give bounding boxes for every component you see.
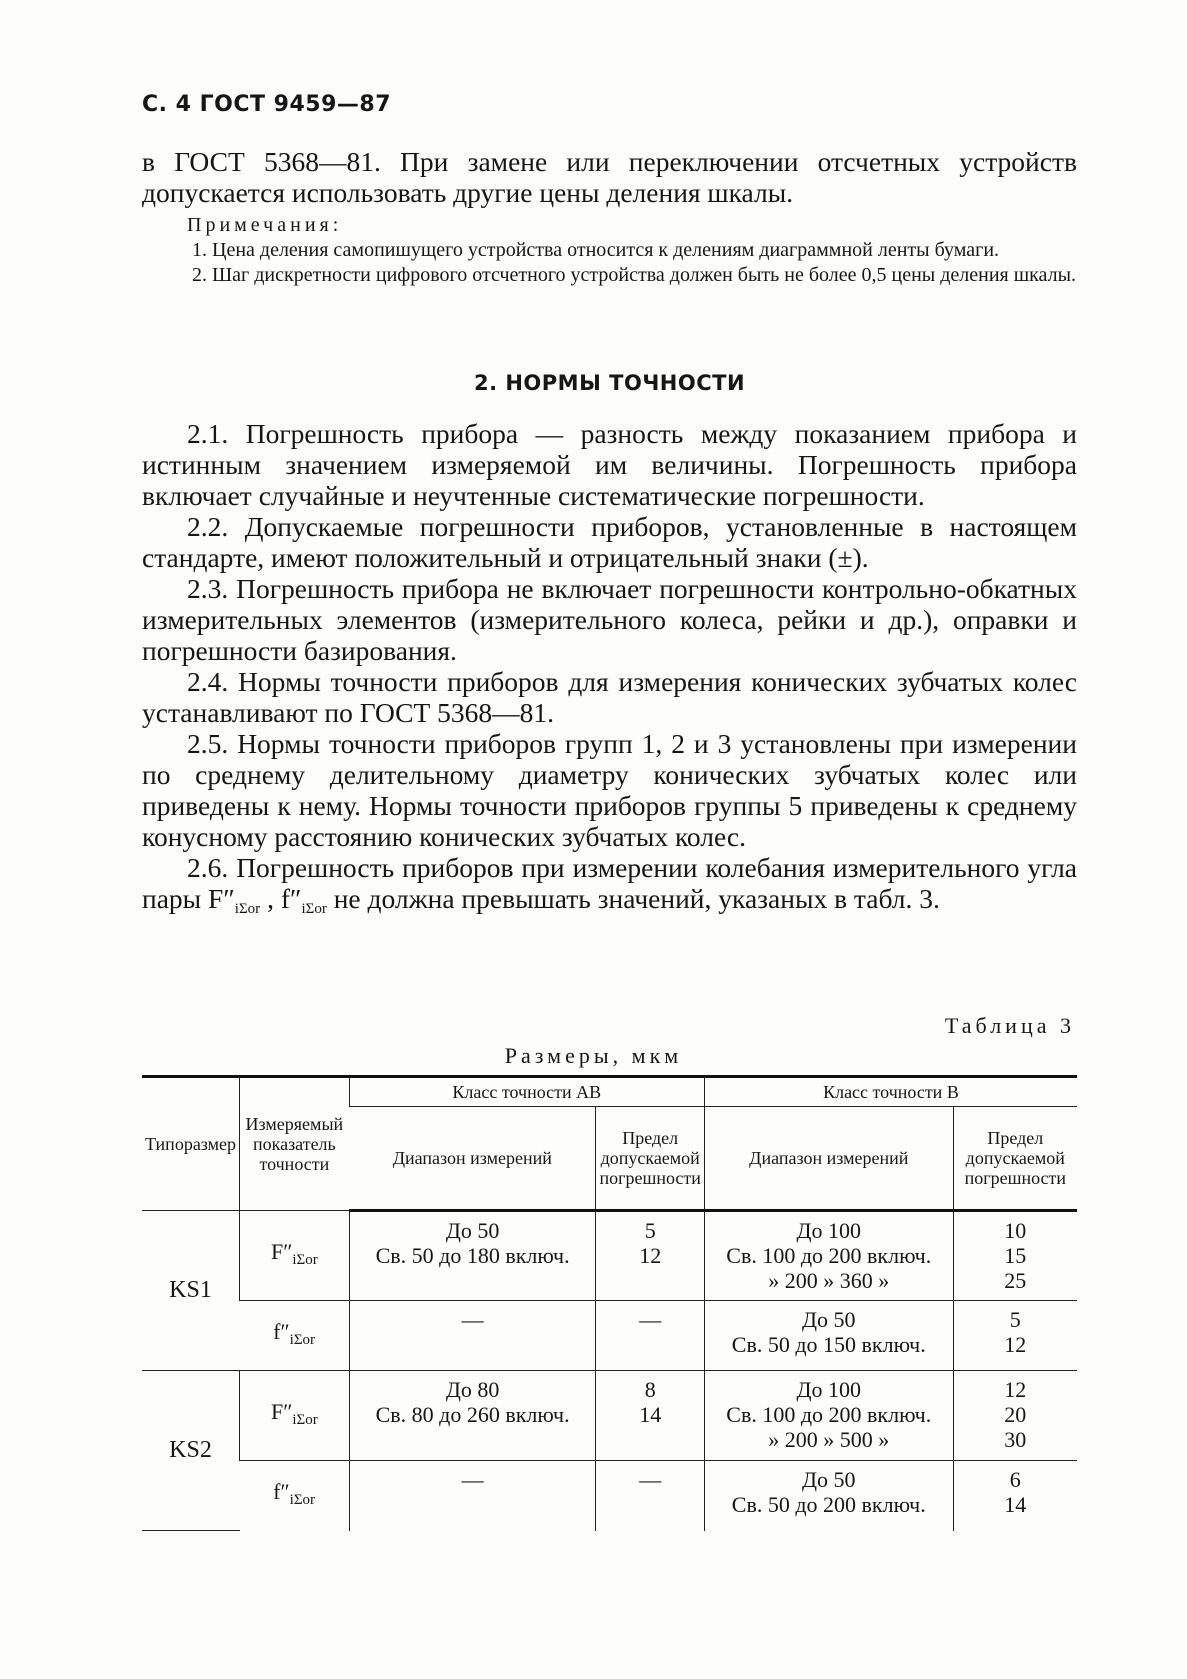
- header-indicator: Измеряемый показатель точности: [240, 1077, 350, 1211]
- table-label: Таблица 3: [944, 1013, 1075, 1038]
- b-limit-line: 10: [1004, 1218, 1027, 1243]
- cell-indicator: [240, 1371, 350, 1461]
- indicator-symbol: f″: [273, 1478, 290, 1504]
- ab-range-line: До 80: [445, 1377, 500, 1402]
- paragraph-2-1: 2.1. Погрешность прибора — разность между показанием прибора и истинным значением измеряемой им величины. Погрешность прибора включает случайные и неучтенные систематические погрешности.: [142, 418, 1077, 511]
- ab-limit-line: 12: [639, 1243, 662, 1268]
- indicator-subscript: iΣor: [292, 1411, 318, 1428]
- cell-ab-limit: [596, 1301, 704, 1371]
- cell-ab-limit: [596, 1371, 704, 1461]
- cell-ab-limit: [596, 1211, 704, 1301]
- header-b-range: Диапазон измерений: [704, 1107, 953, 1211]
- cell-b-range: [704, 1301, 953, 1371]
- b-range-line: До 50: [802, 1467, 856, 1492]
- p26-text-after: не должна превышать значений, указаных в табл. 3.: [326, 883, 940, 914]
- header-class-ab: Класс точности АВ: [349, 1077, 704, 1107]
- table-units: Размеры, мкм: [504, 1043, 683, 1068]
- cell-size: KS2: [142, 1371, 240, 1531]
- table-body: [142, 1211, 1077, 1531]
- b-limit-line: 14: [1004, 1492, 1027, 1517]
- indicator-subscript: iΣor: [289, 1491, 316, 1508]
- cell-ab-limit: [596, 1461, 704, 1531]
- page-header: С. 4 ГОСТ 9459—87: [142, 92, 392, 117]
- ab-range-line: Св. 80 до 260 включ.: [375, 1402, 570, 1427]
- continuation-paragraph: [142, 146, 1077, 208]
- header-ab-range: Диапазон измерений: [349, 1107, 596, 1211]
- indicator-symbol: f″: [273, 1318, 290, 1344]
- cell-b-limit: [953, 1211, 1077, 1301]
- notes-title: Примечания:: [187, 214, 343, 236]
- paragraph-2-6: [142, 852, 1077, 925]
- b-range-line: » 200 » 360 »: [768, 1268, 890, 1293]
- cell-b-range: [704, 1461, 953, 1531]
- b-limit-line: 12: [1004, 1332, 1027, 1357]
- b-limit-line: 5: [1009, 1307, 1021, 1332]
- ab-limit-line: 8: [644, 1377, 656, 1402]
- cell-b-limit: [953, 1301, 1077, 1371]
- note-2: 2. Шаг дискретности цифрового отсчетного устройства должен быть не более 0,5 цены деления шкалы.: [192, 264, 1077, 286]
- section-title: 2. НОРМЫ ТОЧНОСТИ: [473, 371, 746, 395]
- b-range-line: Св. 50 до 200 включ.: [731, 1492, 926, 1517]
- ab-range-line: Св. 50 до 180 включ.: [375, 1243, 570, 1268]
- b-limit-line: 25: [1004, 1268, 1027, 1293]
- ab-limit-line: 5: [644, 1218, 656, 1243]
- paragraph-2-4: 2.4. Нормы точности приборов для измерения конических зубчатых колес устанавливают по ГОСТ 5368—81.: [142, 666, 1077, 728]
- table-row: [142, 1301, 1077, 1371]
- b-range-line: Св. 100 до 200 включ.: [726, 1402, 932, 1427]
- paragraph-2-3: 2.3. Погрешность прибора не включает погрешности контрольно-обкатных измерительных элементов (измерительного колеса, рейки и др.), оправки и погрешности базирования.: [142, 573, 1077, 666]
- table-3: [142, 1075, 1077, 1531]
- b-limit-line: 30: [1004, 1427, 1027, 1452]
- header-size: Типоразмер: [142, 1077, 240, 1211]
- header-class-b: Класс точности В: [704, 1077, 1077, 1107]
- b-limit-line: 12: [1004, 1377, 1027, 1402]
- ab-range-line: —: [461, 1307, 484, 1332]
- cell-b-limit: [953, 1461, 1077, 1531]
- ab-limit-line: 14: [639, 1402, 662, 1427]
- ab-range-line: До 50: [445, 1218, 500, 1243]
- indicator-subscript: iΣor: [289, 1331, 316, 1348]
- table-row: [142, 1371, 1077, 1461]
- header-ab-limit: Предел допускаемой погрешности: [596, 1107, 704, 1211]
- header-b-limit: Предел допускаемой погрешности: [953, 1107, 1077, 1211]
- ab-range-line: —: [461, 1467, 484, 1492]
- cell-indicator: [240, 1301, 350, 1371]
- b-range-line: Св. 50 до 150 включ.: [731, 1332, 926, 1357]
- ab-limit-line: —: [639, 1467, 662, 1492]
- p26-symbol-2: f″: [280, 883, 302, 914]
- cell-b-limit: [953, 1371, 1077, 1461]
- b-range-line: До 100: [796, 1377, 862, 1402]
- b-limit-line: 6: [1009, 1467, 1021, 1492]
- paragraph-2-2: 2.2. Допускаемые погрешности приборов, установленные в настоящем стандарте, имеют положительный и отрицательный знаки (±).: [142, 511, 1077, 573]
- b-range-line: До 100: [796, 1218, 862, 1243]
- cell-ab-range: [349, 1461, 596, 1531]
- p26-text-before: 2.6. Погрешность приборов при измерении колебания измерительного угла пары: [142, 852, 1077, 914]
- notes-block: [142, 213, 1077, 288]
- b-range-line: Св. 100 до 200 включ.: [726, 1243, 932, 1268]
- cell-indicator: [240, 1461, 350, 1531]
- cell-b-range: [704, 1211, 953, 1301]
- b-range-line: » 200 » 500 »: [768, 1427, 890, 1452]
- section-body: [142, 418, 1077, 925]
- p26-symbol-1: F″: [208, 883, 235, 914]
- continuation-text: в ГОСТ 5368—81. При замене или переключении отсчетных устройств допускается использовать другие цены деления шкалы.: [142, 146, 1077, 208]
- p26-subscript-2: iΣor: [301, 901, 327, 917]
- table-row: [142, 1211, 1077, 1301]
- cell-size: KS1: [142, 1211, 240, 1371]
- paragraph-2-5: 2.5. Нормы точности приборов групп 1, 2 и 3 установлены при измерении по среднему делительному диаметру конических зубчатых колес или приведены к нему. Нормы точности приборов группы 5 приведены к среднему конусному расстоянию конических зубчатых колес.: [142, 728, 1077, 852]
- cell-b-range: [704, 1371, 953, 1461]
- cell-indicator: [240, 1211, 350, 1301]
- b-range-line: До 50: [802, 1307, 856, 1332]
- indicator-subscript: iΣor: [292, 1251, 318, 1268]
- table-row: [142, 1461, 1077, 1531]
- p26-subscript-1: iΣor: [234, 901, 261, 917]
- b-limit-line: 15: [1004, 1243, 1027, 1268]
- cell-ab-range: [349, 1371, 596, 1461]
- cell-ab-range: [349, 1211, 596, 1301]
- indicator-symbol: F″: [270, 1398, 293, 1424]
- p26-comma: ,: [260, 883, 281, 914]
- b-limit-line: 20: [1004, 1402, 1027, 1427]
- note-1: 1. Цена деления самопишущего устройства относится к делениям диаграммной ленты бумаги.: [192, 239, 1000, 261]
- indicator-symbol: F″: [270, 1238, 293, 1264]
- ab-limit-line: —: [639, 1307, 662, 1332]
- cell-ab-range: [349, 1301, 596, 1371]
